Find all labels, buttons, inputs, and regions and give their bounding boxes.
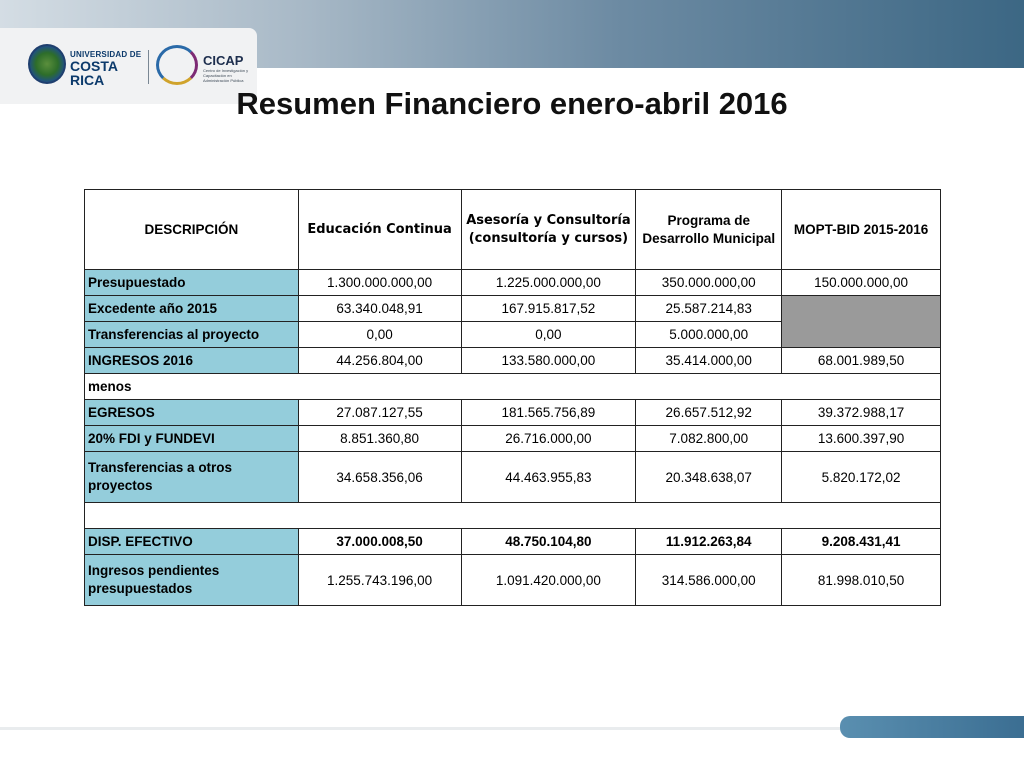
row-label: Transferencias al proyecto	[85, 322, 299, 348]
row-label: INGRESOS 2016	[85, 348, 299, 374]
table-header-row	[85, 190, 941, 270]
table-cell: 5.820.172,02	[782, 452, 941, 503]
table-row	[85, 529, 941, 555]
table-cell: 44.256.804,00	[298, 348, 461, 374]
table-row	[85, 555, 941, 606]
table-cell: 26.657.512,92	[636, 400, 782, 426]
table-cell: 13.600.397,90	[782, 426, 941, 452]
header-educacion: Educación Continua	[298, 190, 461, 270]
empty-gray-cell	[782, 296, 941, 348]
table-cell: 9.208.431,41	[782, 529, 941, 555]
row-label: Presupuestado	[85, 270, 299, 296]
table-cell: 150.000.000,00	[782, 270, 941, 296]
table-row	[85, 348, 941, 374]
header-descripcion: DESCRIPCIÓN	[85, 190, 299, 270]
table-cell: 11.912.263,84	[636, 529, 782, 555]
table-row	[85, 296, 941, 322]
table-cell: 5.000.000,00	[636, 322, 782, 348]
table-cell: 7.082.800,00	[636, 426, 782, 452]
table-cell: 35.414.000,00	[636, 348, 782, 374]
table-cell: 314.586.000,00	[636, 555, 782, 606]
header-programa: Programa de Desarrollo Municipal	[636, 190, 782, 270]
row-label: EGRESOS	[85, 400, 299, 426]
table-cell: 181.565.756,89	[461, 400, 636, 426]
table-row-empty	[85, 503, 941, 529]
table-cell: 1.255.743.196,00	[298, 555, 461, 606]
financial-summary-table	[84, 189, 941, 606]
empty-spacer-row	[85, 503, 941, 529]
ucr-line1: UNIVERSIDAD DE	[70, 50, 142, 59]
table-cell: 133.580.000,00	[461, 348, 636, 374]
logo-divider	[148, 50, 149, 84]
ucr-line2: COSTA RICA	[70, 58, 118, 88]
table-cell: 0,00	[298, 322, 461, 348]
footer-accent-bar	[840, 716, 1024, 738]
cicap-name: CICAP	[203, 53, 244, 68]
row-separator-menos: menos	[85, 374, 941, 400]
slide-title: Resumen Financiero enero-abril 2016	[236, 86, 788, 121]
table-cell: 34.658.356,06	[298, 452, 461, 503]
table-cell: 25.587.214,83	[636, 296, 782, 322]
table-row	[85, 374, 941, 400]
table-cell: 81.998.010,50	[782, 555, 941, 606]
row-label: Excedente año 2015	[85, 296, 299, 322]
table-cell: 20.348.638,07	[636, 452, 782, 503]
table-cell: 44.463.955,83	[461, 452, 636, 503]
cicap-logo-icon	[156, 45, 198, 85]
table-cell: 1.225.000.000,00	[461, 270, 636, 296]
row-label: Ingresos pendientes presupuestados	[85, 555, 299, 606]
table-cell: 1.300.000.000,00	[298, 270, 461, 296]
table-cell: 68.001.989,50	[782, 348, 941, 374]
table-cell: 0,00	[461, 322, 636, 348]
table-row	[85, 270, 941, 296]
cicap-subtitle: Centro de Investigación y Capacitación en Administración Pública	[203, 68, 249, 83]
table-cell: 37.000.008,50	[298, 529, 461, 555]
table-row	[85, 400, 941, 426]
ucr-seal-logo	[28, 44, 66, 84]
table-cell: 167.915.817,52	[461, 296, 636, 322]
ucr-wordmark	[70, 51, 142, 87]
table-cell: 350.000.000,00	[636, 270, 782, 296]
table-row	[85, 426, 941, 452]
table-cell: 39.372.988,17	[782, 400, 941, 426]
header-asesoria: Asesoría y Consultoría (consultoría y cursos)	[461, 190, 636, 270]
row-label: Transferencias a otros proyectos	[85, 452, 299, 503]
table-cell: 26.716.000,00	[461, 426, 636, 452]
table-cell: 63.340.048,91	[298, 296, 461, 322]
footer-line	[0, 727, 840, 730]
row-label: DISP. EFECTIVO	[85, 529, 299, 555]
table-cell: 48.750.104,80	[461, 529, 636, 555]
table-cell: 1.091.420.000,00	[461, 555, 636, 606]
table-row	[85, 452, 941, 503]
row-label: 20% FDI y FUNDEVI	[85, 426, 299, 452]
header-mopt: MOPT-BID 2015-2016	[782, 190, 941, 270]
table-cell: 27.087.127,55	[298, 400, 461, 426]
table-cell: 8.851.360,80	[298, 426, 461, 452]
